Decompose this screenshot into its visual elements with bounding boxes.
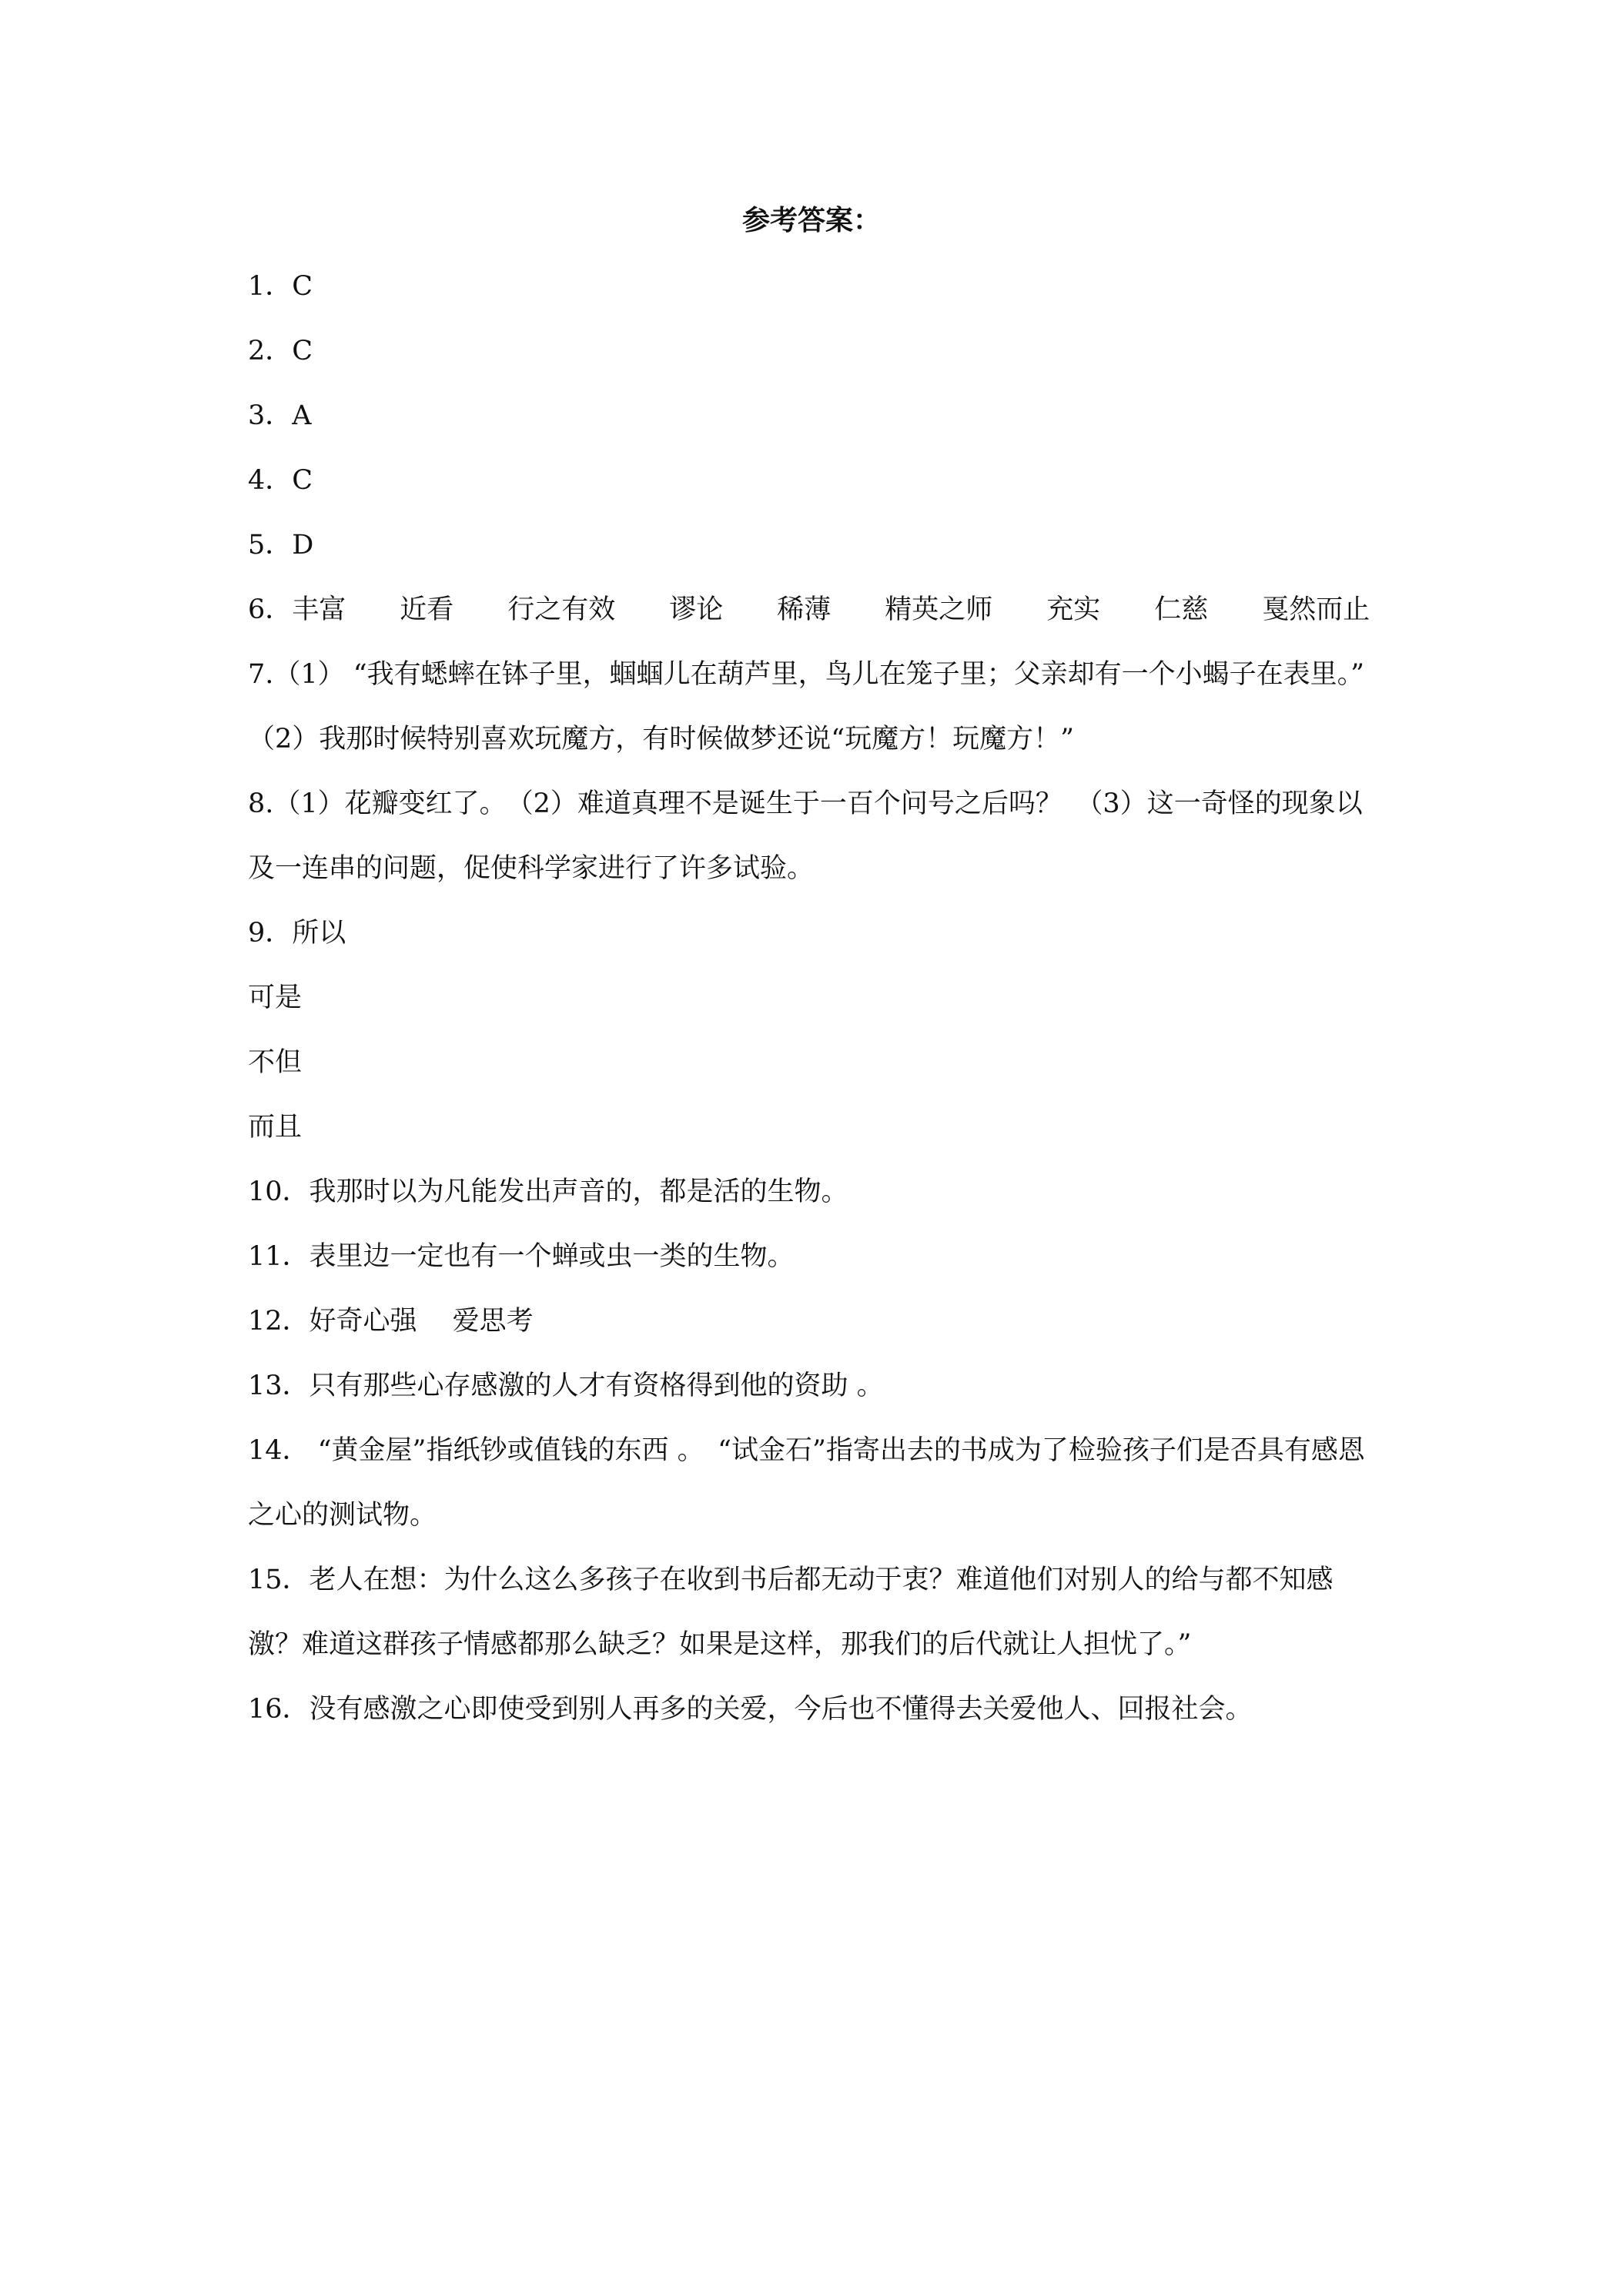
answer-item-9-line-3: 不但 <box>248 1047 303 1078</box>
answer-item-2: 2．C <box>248 336 313 366</box>
page-title: 参考答案： <box>741 205 881 236</box>
answer-item-8: 8.（1）花瓣变红了。 （2）难道真理不是诞生于一百个问号之后吗？ （3）这一奇怪的现象以及一连串的问题，促使科学家进行了许多试验。 <box>248 788 1363 884</box>
answer-item-6: 6．丰富 近看 行之有效 谬论 稀薄 精英之师 充实 仁慈 戛然而止 <box>248 594 1370 625</box>
answer-item-12: 12．好奇心强 爱思考 <box>248 1306 534 1337</box>
answer-item-11: 11．表里边一定也有一个蝉或虫一类的生物。 <box>248 1241 795 1272</box>
answer-item-5: 5．D <box>248 530 314 561</box>
answer-item-7: 7.（1） “我有蟋蟀在钵子里，蝈蝈儿在葫芦里，鸟儿在笼子里；父亲却有一个小蝎子在表里。” （2）我那时候特别喜欢玩魔方，有时候做梦还说“玩魔方！玩魔方！” <box>248 659 1392 755</box>
answer-item-9-line-2: 可是 <box>248 982 303 1013</box>
answer-item-9: 9．所以 <box>248 918 346 949</box>
answer-item-10: 10．我那时以为凡能发出声音的，都是活的生物。 <box>248 1176 848 1207</box>
answer-item-1: 1．C <box>248 271 313 302</box>
answer-item-14: 14． “黄金屋”指纸钞或值钱的东西 。 “试金石”指寄出去的书成为了检验孩子们是否具有感恩之心的测试物。 <box>248 1435 1365 1531</box>
answer-item-13: 13．只有那些心存感激的人才有资格得到他的资助 。 <box>248 1371 884 1401</box>
answer-item-9-line-4: 而且 <box>248 1112 303 1143</box>
answer-list <box>248 254 1392 1742</box>
answer-item-3: 3．A <box>248 400 312 431</box>
answer-item-16: 16．没有感激之心即使受到别人再多的关爱，今后也不懂得去关爱他人、回报社会。 <box>248 1694 1253 1725</box>
answer-item-15: 15．老人在想：为什么这么多孩子在收到书后都无动于衷？难道他们对别人的给与都不知感激？难道这群孩子情感都那么缺乏？如果是这样，那我们的后代就让人担忧了。” <box>248 1565 1334 1660</box>
answer-item-4: 4．C <box>248 465 313 496</box>
